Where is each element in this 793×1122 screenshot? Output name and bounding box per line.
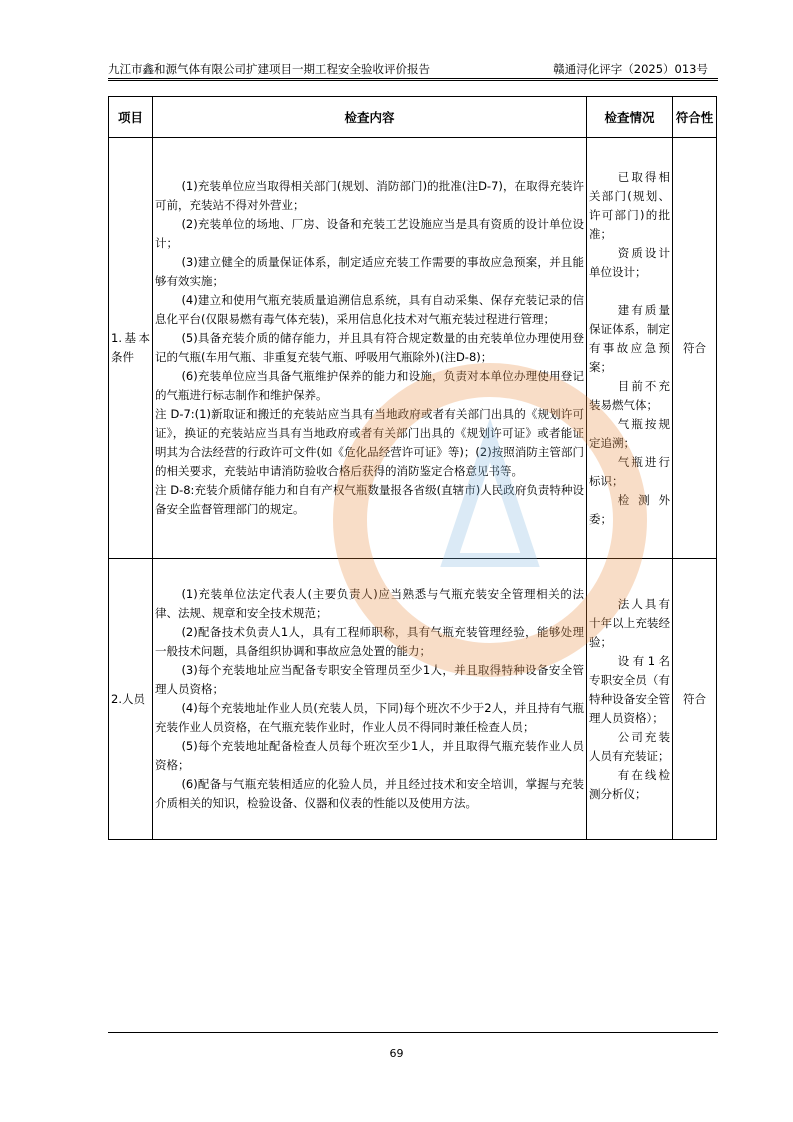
- content-paragraph: (5)每个充装地址配备检查人员每个班次至少1人，并且取得气瓶充装作业人员资格；: [155, 739, 584, 772]
- content-paragraph: (1)充装单位应当取得相关部门(规划、消防部门)的批准(注D-7)，在取得充装许可前，充装站不得对外营业；: [155, 179, 584, 212]
- check-paragraph: 法人具有十年以上充装经验；: [589, 596, 670, 649]
- column-header-result: 符合性: [673, 97, 717, 138]
- page-header: [108, 60, 718, 79]
- check-paragraph: 检测外委；: [589, 492, 670, 526]
- check-paragraph: 目前不充装易燃气体；: [589, 378, 670, 412]
- check-paragraph: 气瓶进行标识；: [589, 454, 670, 488]
- item-cell: 1.基本条件: [109, 138, 153, 559]
- content-cell: [153, 138, 587, 559]
- content-paragraph: (3)每个充装地址应当配备专职安全管理员至少1人，并且取得特种设备安全管理人员资格；: [155, 663, 584, 696]
- inspection-table: [108, 96, 717, 840]
- content-paragraph: (2)配备技术负责人1人，具有工程师职称，具有气瓶充装管理经验，能够处理一般技术问题，具备组织协调和事故应急处置的能力；: [155, 625, 584, 658]
- check-cell: [587, 559, 673, 840]
- check-paragraph: 建有质量保证体系，制定有事故应急预案；: [589, 302, 670, 374]
- content-paragraph: (3)建立健全的质量保证体系，制定适应充装工作需要的事故应急预案，并且能够有效实施；: [155, 255, 584, 288]
- column-header-content: 检查内容: [153, 97, 587, 138]
- item-cell: 2.人员: [109, 559, 153, 840]
- header-divider: [108, 80, 718, 81]
- content-paragraph: (1)充装单位法定代表人(主要负责人)应当熟悉与气瓶充装安全管理相关的法律、法规、规章和安全技术规范；: [155, 587, 584, 620]
- content-paragraph: (4)建立和使用气瓶充装质量追溯信息系统，具有自动采集、保存充装记录的信息化平台(仅限易燃有毒气体充装)，采用信息化技术对气瓶充装过程进行管理；: [155, 293, 584, 326]
- table-row: [109, 138, 717, 559]
- content-paragraph: (6)充装单位应当具备气瓶维护保养的能力和设施，负责对本单位办理使用登记的气瓶进行标志制作和维护保养。: [155, 369, 584, 402]
- check-paragraph: 有在线检测分析仪；: [589, 767, 670, 801]
- content-paragraph: (5)具备充装介质的储存能力，并且具有符合规定数量的由充装单位办理使用登记的气瓶(车用气瓶、非重复充装气瓶、呼吸用气瓶除外)(注D-8)；: [155, 331, 584, 364]
- content-paragraph: (4)每个充装地址作业人员(充装人员，下同)每个班次不少于2人，并且持有气瓶充装作业人员资格，在气瓶充装作业时，作业人员不得同时兼任检查人员；: [155, 701, 584, 734]
- check-paragraph: 公司充装人员有充装证；: [589, 729, 670, 763]
- column-header-item: 项目: [109, 97, 153, 138]
- content-cell: [153, 559, 587, 840]
- table-header-row: [109, 97, 717, 138]
- check-cell: [587, 138, 673, 559]
- check-paragraph: 资质设计单位设计；: [589, 245, 670, 279]
- content-paragraph: (6)配备与气瓶充装相适应的化验人员，并且经过技术和安全培训，掌握与充装介质相关的知识，检验设备、仪器和仪表的性能以及使用方法。: [155, 777, 584, 810]
- report-title: 九江市鑫和源气体有限公司扩建项目一期工程安全验收评价报告: [108, 62, 430, 76]
- column-header-check: 检查情况: [587, 97, 673, 138]
- check-paragraph: 已取得相关部门(规划、许可部门)的批准；: [589, 169, 670, 241]
- result-cell: 符合: [673, 559, 717, 840]
- table-row: [109, 559, 717, 840]
- note-paragraph: 注 D-8:充装介质储存能力和自有产权气瓶数量报各省级(直辖市)人民政府负责特种设备安全监督管理部门的规定。: [155, 483, 584, 516]
- content-paragraph: (2)充装单位的场地、厂房、设备和充装工艺设施应当是具有资质的设计单位设计；: [155, 217, 584, 250]
- note-paragraph: 注 D-7:(1)新取证和搬迁的充装站应当具有当地政府或者有关部门出具的《规划许可证》，换证的充装站应当具有当地政府或者有关部门出具的《规划许可证》或者能证明其为合法经营的行政许可文件(如《危化品经营许可证》等)；(2)按照消防主管部门的相关要求，充装站申请消防验收合格后获得的消防鉴定合格意见书等。: [155, 407, 584, 478]
- page-number: 69: [389, 1047, 404, 1060]
- check-paragraph: 设有1名专职安全员（有特种设备安全管理人员资格）；: [589, 653, 670, 725]
- document-number: 赣通浔化评字（2025）013号: [553, 62, 708, 76]
- check-paragraph: 气瓶按规定追溯；: [589, 416, 670, 450]
- footer-divider: [108, 1032, 718, 1033]
- result-cell: 符合: [673, 138, 717, 559]
